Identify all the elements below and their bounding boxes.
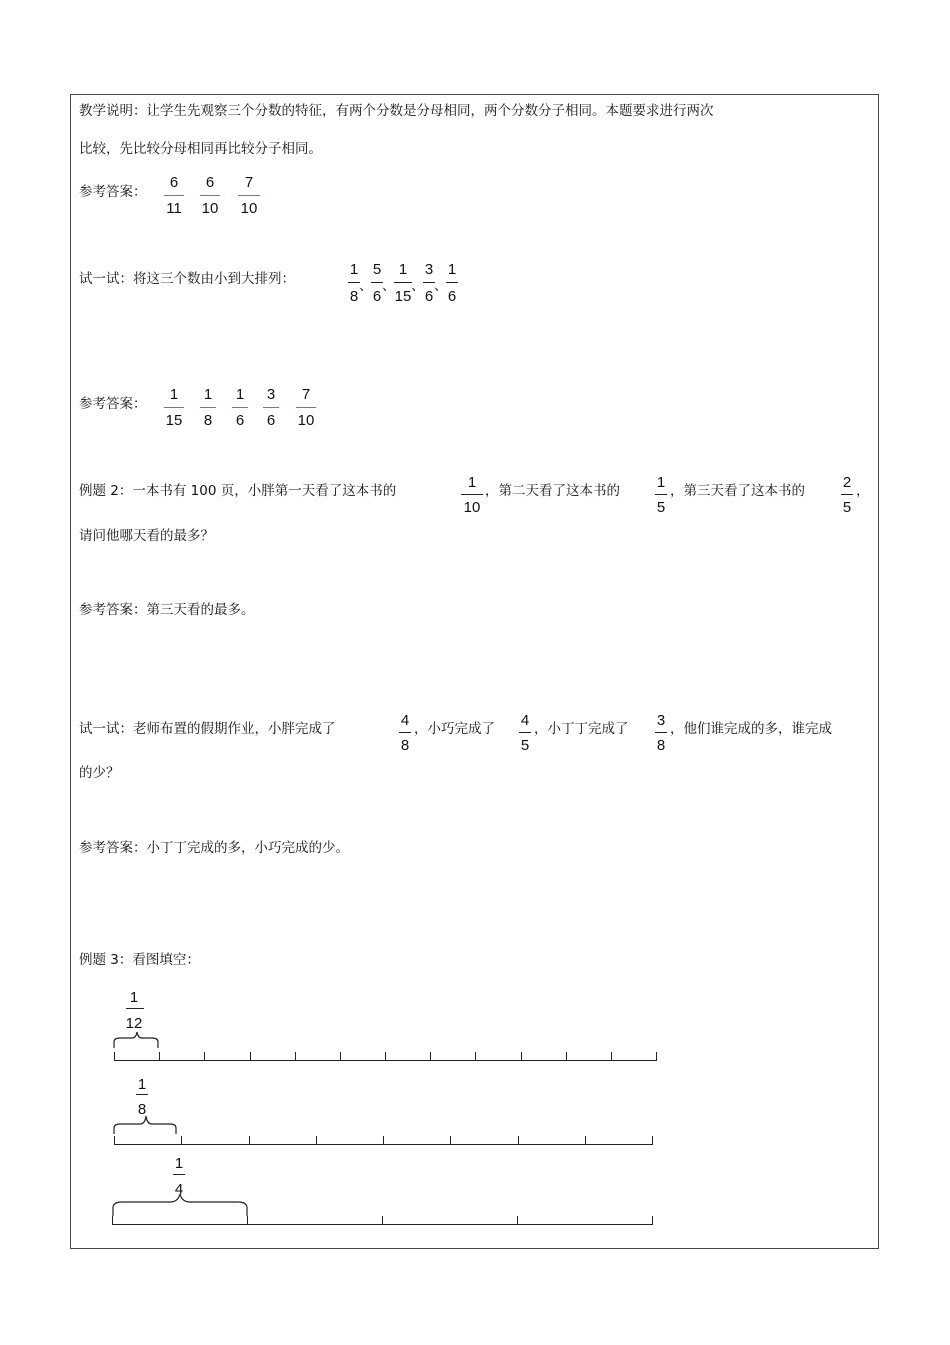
fraction-bar — [655, 494, 667, 495]
fraction-bar — [164, 195, 184, 196]
fraction-bar — [126, 1008, 144, 1009]
tick-mark — [585, 1136, 586, 1145]
content-frame — [70, 94, 879, 1249]
try2-den-2: 5 — [520, 737, 530, 754]
fraction-bar — [519, 732, 531, 733]
tick-mark — [340, 1052, 341, 1061]
answer2-num-3: 1 — [235, 386, 245, 403]
tick-mark — [652, 1216, 653, 1225]
tick-mark — [112, 1216, 113, 1225]
try1-den-2: 6 — [372, 288, 382, 305]
answer1-num-2: 6 — [205, 174, 215, 191]
try1-num-2: 5 — [372, 261, 382, 278]
try1-den-5: 6 — [447, 288, 457, 305]
tick-mark — [450, 1136, 451, 1145]
tick-mark — [518, 1136, 519, 1145]
fraction-bar — [399, 732, 411, 733]
tick-mark — [159, 1052, 160, 1061]
separator: 、 — [359, 278, 373, 294]
try2-num-1: 4 — [400, 712, 410, 729]
answer2-num-2: 1 — [203, 386, 213, 403]
line2-brace — [110, 1112, 184, 1136]
tick-mark — [611, 1052, 612, 1061]
example2-den-1: 10 — [463, 499, 481, 516]
try2-part4: ，他们谁完成的多，谁完成 — [670, 721, 832, 737]
try2-den-3: 8 — [656, 737, 666, 754]
example2-part1: 例题 2：一本书有 100 页，小胖第一天看了这本书的 — [79, 483, 397, 499]
fraction-bar — [238, 195, 260, 196]
line3-num: 1 — [174, 1155, 184, 1172]
try1-num-5: 1 — [447, 261, 457, 278]
tick-mark — [114, 1052, 115, 1061]
answer1-den-3: 10 — [240, 200, 258, 217]
answer1-num-3: 7 — [244, 174, 254, 191]
answer1-den-2: 10 — [201, 200, 219, 217]
example2-den-2: 5 — [656, 499, 666, 516]
fraction-bar — [841, 494, 853, 495]
try2-num-2: 4 — [520, 712, 530, 729]
fraction-bar — [200, 407, 216, 408]
fraction-bar — [263, 407, 279, 408]
fraction-bar — [461, 494, 483, 495]
fraction-bar — [655, 732, 667, 733]
try1-den-4: 6 — [424, 288, 434, 305]
tick-mark — [316, 1136, 317, 1145]
answer2-label: 参考答案： — [79, 396, 147, 412]
tick-mark — [521, 1052, 522, 1061]
example2-line2: 请问他哪天看的最多？ — [79, 528, 214, 544]
fraction-bar — [173, 1174, 185, 1175]
example2-num-3: 2 — [842, 474, 852, 491]
line1-num: 1 — [129, 989, 139, 1006]
answer1-den-1: 11 — [166, 200, 182, 217]
answer2-den-5: 10 — [297, 412, 315, 429]
tick-mark — [656, 1052, 657, 1061]
fraction-bar — [200, 195, 220, 196]
line3-brace — [108, 1190, 254, 1218]
tick-mark — [385, 1052, 386, 1061]
tick-mark — [114, 1136, 115, 1145]
try2-part2: ，小巧完成了 — [414, 721, 495, 737]
tick-mark — [475, 1052, 476, 1061]
fraction-bar — [296, 407, 316, 408]
example2-num-2: 1 — [656, 474, 666, 491]
tick-mark — [430, 1052, 431, 1061]
line2-num: 1 — [137, 1076, 147, 1093]
tick-mark — [247, 1216, 248, 1225]
teaching-note-line1: 教学说明：让学生先观察三个分数的特征，有两个分数是分母相同，两个分数分子相同。本题要求进行两次 — [79, 103, 714, 119]
tick-mark — [181, 1136, 182, 1145]
line1-den: 12 — [125, 1015, 143, 1032]
try1-num-3: 1 — [398, 261, 408, 278]
example2-part3: ，第三天看了这本书的 — [670, 483, 805, 499]
answer2-num-4: 3 — [266, 386, 276, 403]
try2-part3: ，小丁丁完成了 — [534, 721, 629, 737]
answer3-text: 参考答案：第三天看的最多。 — [79, 602, 255, 618]
separator: 、 — [382, 278, 396, 294]
tick-mark — [517, 1216, 518, 1225]
answer4-text: 参考答案：小丁丁完成的多，小巧完成的少。 — [79, 840, 349, 856]
answer1-label: 参考答案： — [79, 184, 147, 200]
try2-line2: 的少？ — [79, 765, 120, 781]
example2-num-1: 1 — [467, 474, 477, 491]
tick-mark — [249, 1136, 250, 1145]
answer2-num-5: 7 — [301, 386, 311, 403]
try1-num-4: 3 — [424, 261, 434, 278]
example2-part2: ，第二天看了这本书的 — [485, 483, 620, 499]
separator: 、 — [434, 278, 448, 294]
try2-num-3: 3 — [656, 712, 666, 729]
example3-label: 例题 3：看图填空： — [79, 952, 200, 968]
tick-mark — [382, 1216, 383, 1225]
tick-mark — [250, 1052, 251, 1061]
try2-den-1: 8 — [400, 737, 410, 754]
answer2-den-3: 6 — [235, 412, 245, 429]
try2-part1: 试一试：老师布置的假期作业，小胖完成了 — [79, 721, 336, 737]
try1-den-3: 15 — [394, 288, 412, 305]
try1-label: 试一试：将这三个数由小到大排列： — [79, 271, 295, 287]
tick-mark — [295, 1052, 296, 1061]
answer2-den-4: 6 — [266, 412, 276, 429]
line3-den: 4 — [174, 1181, 184, 1198]
tick-mark — [204, 1052, 205, 1061]
answer2-num-1: 1 — [169, 386, 179, 403]
fraction-bar — [232, 407, 248, 408]
fraction-bar — [164, 407, 184, 408]
tick-mark — [652, 1136, 653, 1145]
tick-mark — [383, 1136, 384, 1145]
answer2-den-2: 8 — [203, 412, 213, 429]
fraction-bar — [394, 282, 412, 283]
tick-mark — [566, 1052, 567, 1061]
line1-brace — [110, 1028, 166, 1050]
example2-den-3: 5 — [842, 499, 852, 516]
answer2-den-1: 15 — [165, 412, 183, 429]
separator: 、 — [411, 278, 425, 294]
line2-den: 8 — [137, 1101, 147, 1118]
try1-num-1: 1 — [349, 261, 359, 278]
answer1-num-1: 6 — [169, 174, 179, 191]
try1-den-1: 8 — [349, 288, 359, 305]
teaching-note-line2: 比较，先比较分母相同再比较分子相同。 — [79, 141, 322, 157]
fraction-bar — [446, 282, 458, 283]
fraction-bar — [136, 1094, 148, 1095]
example2-part4: ， — [856, 483, 870, 499]
